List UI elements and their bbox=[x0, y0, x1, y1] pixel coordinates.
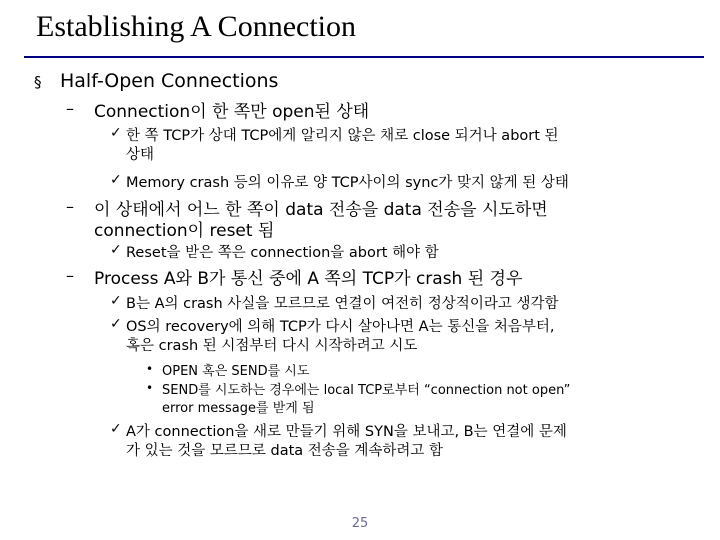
item-dash: – bbox=[66, 266, 74, 285]
item-text: connection이 reset 됨 bbox=[94, 221, 275, 241]
detail-text: SEND를 시도하는 경우에는 local TCP로부터 “connection not open” bbox=[162, 383, 571, 398]
item-dash: – bbox=[66, 197, 74, 216]
sub-item-text: A가 connection을 새로 만들기 위해 SYN을 보내고, B는 연결에 문제 bbox=[126, 424, 567, 440]
section-heading: Half-Open Connections bbox=[60, 70, 279, 92]
check-icon: ✓ bbox=[110, 125, 122, 141]
sub-item-text: Memory crash 등의 이유로 양 TCP사이의 sync가 맞지 않게 된 상태 bbox=[126, 175, 569, 191]
slide-title: Establishing A Connection bbox=[36, 10, 356, 43]
sub-item-text: B는 A의 crash 사실을 모르므로 연결이 여전히 정상적이라고 생각함 bbox=[126, 296, 559, 312]
detail-text: OPEN 혹은 SEND를 시도 bbox=[162, 364, 310, 379]
item-text: Connection이 한 쪽만 open된 상태 bbox=[94, 102, 370, 122]
title-divider bbox=[24, 56, 704, 58]
item-text: Process A와 B가 통신 중에 A 쪽의 TCP가 crash 된 경우 bbox=[94, 269, 523, 289]
page-number: 25 bbox=[351, 516, 369, 531]
item-text: 이 상태에서 어느 한 쪽이 data 전송을 data 전송을 시도하면 bbox=[94, 200, 548, 220]
check-icon: ✓ bbox=[110, 421, 122, 437]
check-icon: ✓ bbox=[110, 172, 122, 188]
item-dash: – bbox=[66, 99, 74, 118]
check-icon: ✓ bbox=[110, 316, 122, 332]
detail-text: error message를 받게 됨 bbox=[162, 401, 315, 416]
sub-item-text: 가 있는 것을 모르므로 data 전송을 계속하려고 함 bbox=[126, 443, 444, 459]
check-icon: ✓ bbox=[110, 293, 122, 309]
bullet-icon: • bbox=[146, 362, 154, 376]
section-bullet: § bbox=[34, 73, 42, 91]
check-icon: ✓ bbox=[110, 242, 122, 258]
sub-item-text: 한 쪽 TCP가 상대 TCP에게 알리지 않은 채로 close 되거나 abort 된 bbox=[126, 128, 559, 144]
sub-item-text: OS의 recovery에 의해 TCP가 다시 살아나면 A는 통신을 처음부터, bbox=[126, 319, 555, 335]
sub-item-text: 혹은 crash 된 시점부터 다시 시작하려고 시도 bbox=[126, 338, 418, 354]
bullet-icon: • bbox=[146, 381, 154, 395]
sub-item-text: 상태 bbox=[126, 147, 155, 163]
sub-item-text: Reset을 받은 쪽은 connection을 abort 해야 함 bbox=[126, 245, 439, 261]
